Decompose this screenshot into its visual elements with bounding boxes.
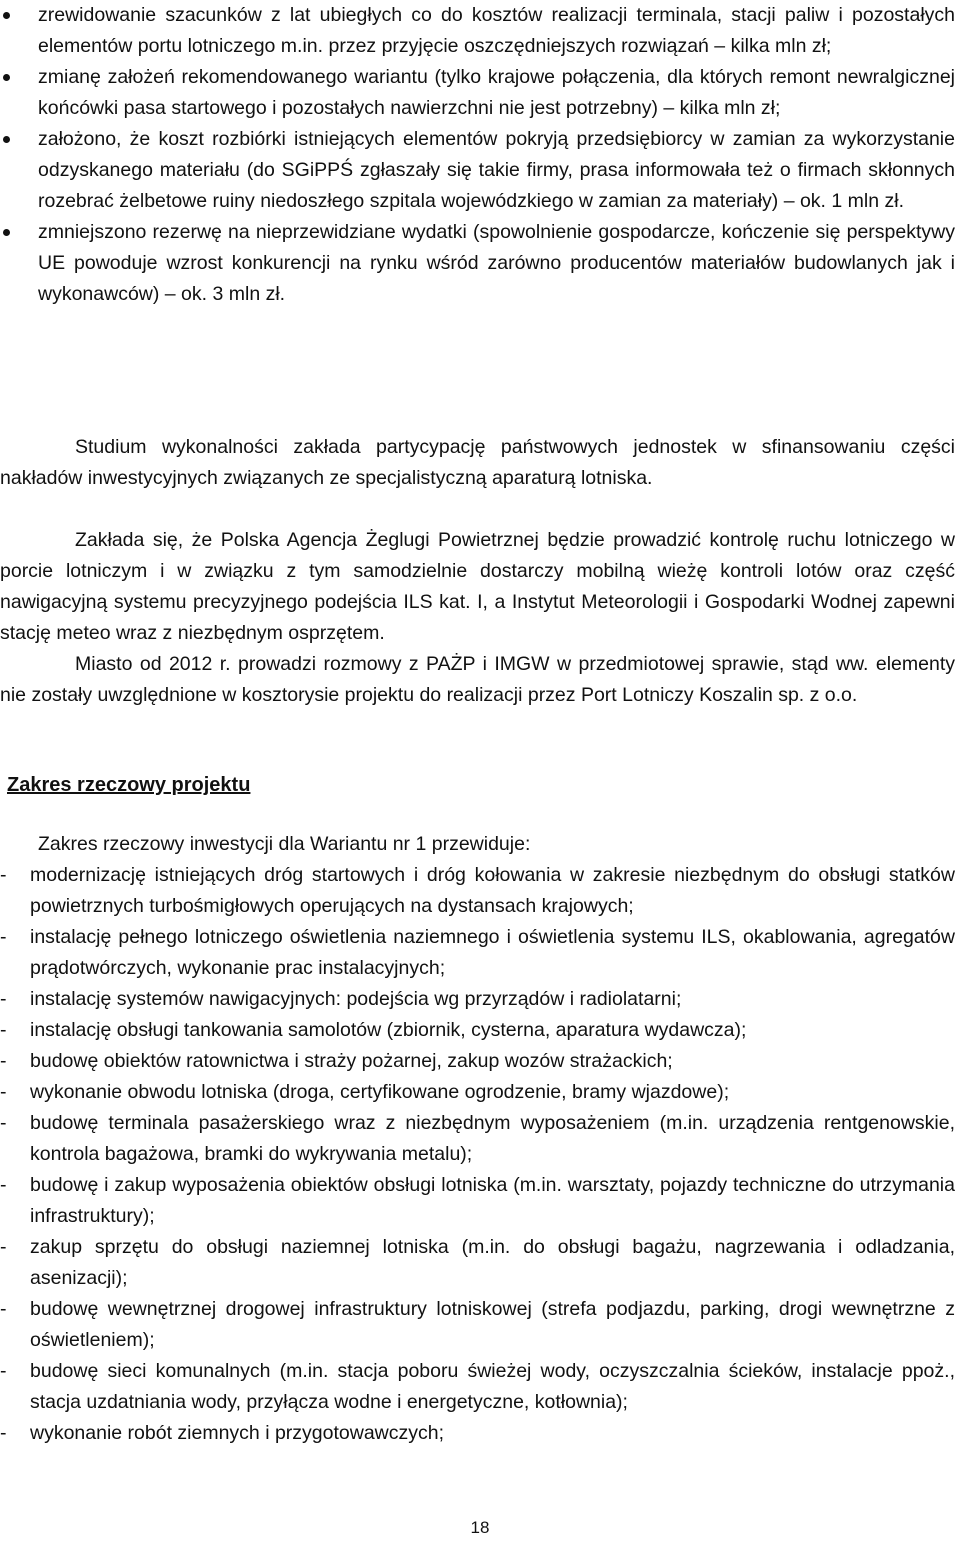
paragraph-air-traffic-agency: Zakłada się, że Polska Agencja Żeglugi Powietrznej będzie prowadzić kontrolę ruchu lotniczego w porcie lotniczym i w związku z tym samodzielnie dostarczy mobilną wieżę kontroli lotów oraz część nawigacyjną systemu precyzyjnego podejścia ILS kat. I, a Instytut Meteorologii i Gospodarki Wodnej zapewni stację meteo wraz z niezbędnym osprzętem. bbox=[0, 529, 955, 644]
dash-marker: - bbox=[0, 988, 7, 1010]
page-number: 18 bbox=[470, 1518, 490, 1537]
dash-marker: - bbox=[0, 926, 7, 948]
scope-item: - instalację systemów nawigacyjnych: podejścia wg przyrządów i radiolatarni; bbox=[0, 984, 955, 1015]
dash-marker: - bbox=[0, 864, 7, 886]
scope-item: - wykonanie obwodu lotniska (droga, certyfikowane ogrodzenie, bramy wjazdowe); bbox=[0, 1077, 955, 1108]
dash-marker: - bbox=[0, 1081, 7, 1103]
scope-item: - budowę wewnętrznej drogowej infrastruktury lotniskowej (strefa podjazdu, parking, drogi wewnętrzne z oświetleniem); bbox=[0, 1294, 955, 1356]
bullet-item: założono, że koszt rozbiórki istniejących elementów pokryją przedsiębiorcy w zamian za wykorzystanie odzyskanego materiału (do SGiPPŚ zgłaszały się takie firmy, prasa informowała też o firmach skłonnych rozebrać żelbetowe ruiny niedoszłego szpitala wojewódzkiego w zamian za materiały) – ok. 1 mln zł. bbox=[0, 124, 955, 217]
dash-marker: - bbox=[0, 1236, 7, 1258]
section-heading: Zakres rzeczowy projektu bbox=[7, 774, 251, 796]
dash-marker: - bbox=[0, 1019, 7, 1041]
scope-list bbox=[0, 860, 955, 1449]
paragraph-feasibility-study: Studium wykonalności zakłada partycypację państwowych jednostek w sfinansowaniu części nakładów inwestycyjnych związanych ze specjalistyczną aparaturą lotniska. bbox=[0, 436, 955, 489]
bullet-dot-icon bbox=[3, 74, 10, 81]
scope-item: - budowę obiektów ratownictwa i straży pożarnej, zakup wozów strażackich; bbox=[0, 1046, 955, 1077]
bullet-item: zmianę założeń rekomendowanego wariantu (tylko krajowe połączenia, dla których remont newralgicznej końcówki pasa startowego i pozostałych nawierzchni nie jest potrzebny) – kilka mln zł; bbox=[0, 62, 955, 124]
bullet-dot-icon bbox=[3, 229, 10, 236]
scope-item: - budowę sieci komunalnych (m.in. stacja poboru świeżej wody, oczyszczalnia ścieków, instalacje ppoż., stacja uzdatniania wody, przyłącza wodne i energetyczne, kotłownia); bbox=[0, 1356, 955, 1418]
bullet-dot-icon bbox=[3, 136, 10, 143]
scope-item: - modernizację istniejących dróg startowych i dróg kołowania w zakresie niezbędnym do obsługi statków powietrznych turbośmigłowych operujących na dystansach krajowych; bbox=[0, 860, 955, 922]
bullet-item: zmniejszono rezerwę na nieprzewidziane wydatki (spowolnienie gospodarcze, kończenie się perspektywy UE powoduje wzrost konkurencji na rynku wśród zarówno producentów materiałów budowlanych jak i wykonawców) – ok. 3 mln zł. bbox=[0, 217, 955, 310]
scope-item: - zakup sprzętu do obsługi naziemnej lotniska (m.in. do obsługi bagażu, nagrzewania i odladzania, asenizacji); bbox=[0, 1232, 955, 1294]
dash-marker: - bbox=[0, 1422, 7, 1444]
bullet-item: zrewidowanie szacunków z lat ubiegłych co do kosztów realizacji terminala, stacji paliw i pozostałych elementów portu lotniczego m.in. przez przyjęcie oszczędniejszych rozwiązań – kilka mln zł; bbox=[0, 0, 955, 62]
paragraph-city-talks: Miasto od 2012 r. prowadzi rozmowy z PAŻP i IMGW w przedmiotowej sprawie, stąd ww. elementy nie zostały uwzględnione w kosztorysie projektu do realizacji przez Port Lotniczy Koszalin sp. z o.o. bbox=[0, 653, 955, 706]
dash-marker: - bbox=[0, 1174, 7, 1196]
bullet-list bbox=[0, 0, 955, 310]
dash-marker: - bbox=[0, 1050, 7, 1072]
scope-item: - wykonanie robót ziemnych i przygotowawczych; bbox=[0, 1418, 955, 1449]
bullet-dot-icon bbox=[3, 12, 10, 19]
scope-item: - budowę i zakup wyposażenia obiektów obsługi lotniska (m.in. warsztaty, pojazdy techniczne do utrzymania infrastruktury); bbox=[0, 1170, 955, 1232]
section-intro: Zakres rzeczowy inwestycji dla Wariantu nr 1 przewiduje: bbox=[38, 833, 531, 855]
dash-marker: - bbox=[0, 1360, 7, 1382]
dash-marker: - bbox=[0, 1298, 7, 1320]
scope-item: - instalację obsługi tankowania samolotów (zbiornik, cysterna, aparatura wydawcza); bbox=[0, 1015, 955, 1046]
scope-item: - budowę terminala pasażerskiego wraz z niezbędnym wyposażeniem (m.in. urządzenia rentgenowskie, kontrola bagażowa, bramki do wykrywania metalu); bbox=[0, 1108, 955, 1170]
scope-item: - instalację pełnego lotniczego oświetlenia naziemnego i oświetlenia systemu ILS, okablowania, agregatów prądotwórczych, wykonanie prac instalacyjnych; bbox=[0, 922, 955, 984]
dash-marker: - bbox=[0, 1112, 7, 1134]
